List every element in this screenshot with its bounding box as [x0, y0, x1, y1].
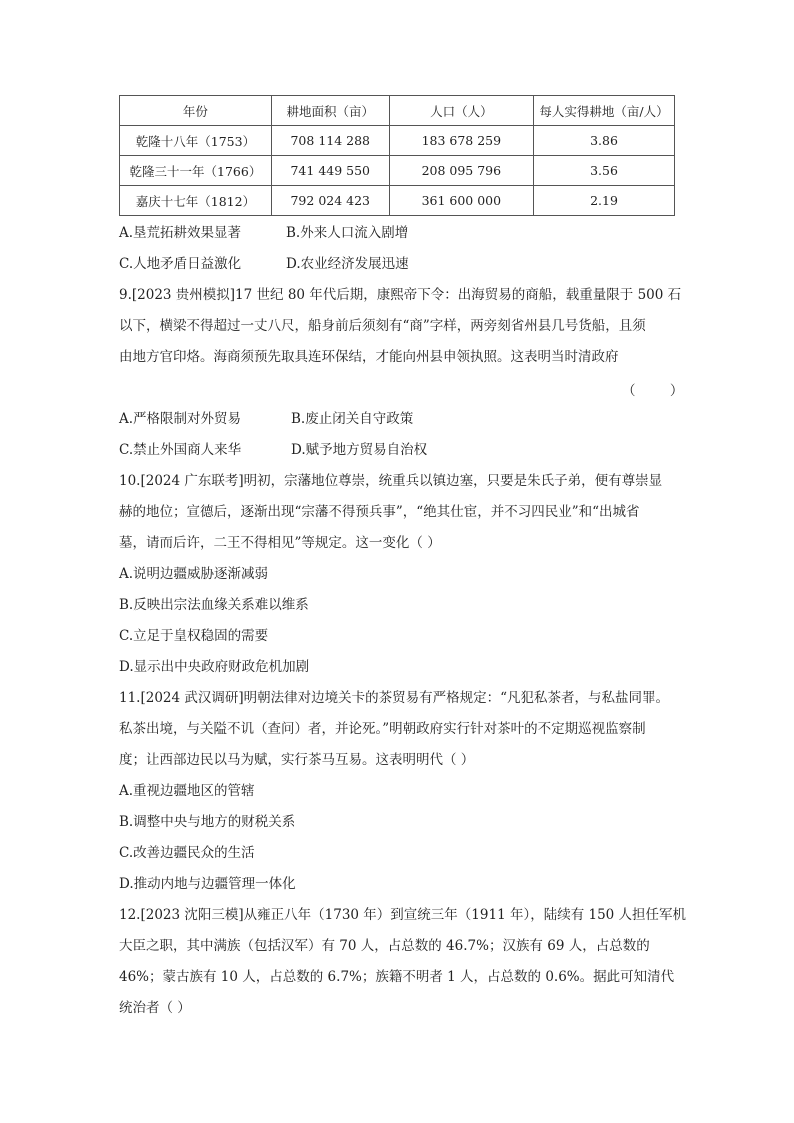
- q10-option-c: C.立足于皇权稳固的需要: [119, 628, 269, 644]
- q11-option-c: C.改善边疆民众的生活: [119, 845, 255, 861]
- q9-stem-line-3: 由地方官印烙。海商须预先取具连环保结，才能向州县申领执照。这表明当时清政府: [119, 349, 619, 365]
- table-header-cell: 耕地面积（亩）: [271, 96, 389, 126]
- table-cell: 792 024 423: [271, 186, 389, 216]
- q11-stem-line-2: 私茶出境，与关隘不讥（查问）者，并论死。”明朝政府实行针对茶叶的不定期巡视监察制: [119, 721, 646, 737]
- table-row: [120, 156, 675, 186]
- q9-options-row-2: [119, 441, 427, 459]
- table-row: [120, 126, 675, 156]
- q9-stem-line-2: 以下，横梁不得超过一丈八尺，船身前后须刻有“商”字样，两旁刻省州县几号货船，且须: [119, 318, 646, 334]
- table-cell: 乾隆三十一年（1766）: [120, 156, 272, 186]
- q10-option-d: D.显示出中央政府财政危机加剧: [119, 659, 310, 675]
- q11-option-a: A.重视边疆地区的管辖: [119, 783, 255, 799]
- q12-stem-line-4: 统治者（ ）: [119, 1000, 191, 1016]
- q9-option-a: A.严格限制对外贸易: [119, 411, 242, 427]
- q9-answer-bracket: （ ）: [622, 383, 684, 399]
- cultivated-land-table: [119, 95, 675, 216]
- table-cell: 3.56: [534, 156, 675, 186]
- q10-option-a: A.说明边疆威胁逐渐减弱: [119, 566, 269, 582]
- table-cell: 3.86: [534, 126, 675, 156]
- table-cell: 361 600 000: [389, 186, 533, 216]
- q11-option-b: B.调整中央与地方的财税关系: [119, 814, 296, 830]
- q8-options-row-1: [119, 224, 408, 242]
- q11-stem-line-1: 11.[2024 武汉调研]明朝法律对边境关卡的茶贸易有严格规定：“凡犯私茶者，与私盐同罪。: [119, 690, 670, 706]
- q12-stem-line-1: 12.[2023 沈阳三模]从雍正八年（1730 年）到宣统三年（1911 年），陆续有 150 人担任军机: [119, 907, 687, 923]
- table-header-row: [120, 96, 675, 126]
- q12-stem-line-2: 大臣之职，其中满族（包括汉军）有 70 人，占总数的 46.7%；汉族有 69 人，占总数的: [119, 938, 650, 954]
- table-cell: 183 678 259: [389, 126, 533, 156]
- q8-options-row-2: [119, 255, 409, 273]
- table-header-cell: 每人实得耕地（亩/人）: [534, 96, 675, 126]
- q9-option-b: B.废止闭关自守政策: [291, 411, 414, 427]
- table-row: [120, 186, 675, 216]
- table-cell: 嘉庆十七年（1812）: [120, 186, 272, 216]
- table-header-cell: 年份: [120, 96, 272, 126]
- q10-stem-line-1: 10.[2024 广东联考]明初，宗藩地位尊崇，统重兵以镇边塞，只要是朱氏子弟，便有尊崇显: [119, 473, 663, 489]
- q9-stem-line-1: 9.[2023 贵州模拟]17 世纪 80 年代后期，康熙帝下令：出海贸易的商船，载重量限于 500 石: [119, 287, 682, 303]
- q10-stem-line-2: 赫的地位；宣德后，逐渐出现“宗藩不得预兵事”，“绝其仕宦，并不习四民业”和“出城省: [119, 504, 640, 520]
- q11-option-d: D.推动内地与边疆管理一体化: [119, 876, 296, 892]
- table-cell: 2.19: [534, 186, 675, 216]
- q8-option-b: B.外来人口流入剧增: [286, 225, 409, 241]
- table-cell: 741 449 550: [271, 156, 389, 186]
- table-cell: 208 095 796: [389, 156, 533, 186]
- q9-option-c: C.禁止外国商人来华: [119, 442, 242, 458]
- q10-stem-line-3: 墓，请而后许，二王不得相见”等规定。这一变化（ ）: [119, 535, 441, 551]
- q10-option-b: B.反映出宗法血缘关系难以维系: [119, 597, 309, 613]
- q8-option-c: C.人地矛盾日益激化: [119, 256, 242, 272]
- q8-option-d: D.农业经济发展迅速: [286, 256, 409, 272]
- q8-option-a: A.垦荒拓耕效果显著: [119, 225, 242, 241]
- table-header-cell: 人口（人）: [389, 96, 533, 126]
- table-cell: 乾隆十八年（1753）: [120, 126, 272, 156]
- q9-options-row-1: [119, 410, 413, 428]
- table-cell: 708 114 288: [271, 126, 389, 156]
- q12-stem-line-3: 46%；蒙古族有 10 人，占总数的 6.7%；族籍不明者 1 人，占总数的 0.6%。据此可知清代: [119, 969, 675, 985]
- q11-stem-line-3: 度；让西部边民以马为赋，实行茶马互易。这表明明代（ ）: [119, 752, 475, 768]
- q9-option-d: D.赋予地方贸易自治权: [291, 442, 428, 458]
